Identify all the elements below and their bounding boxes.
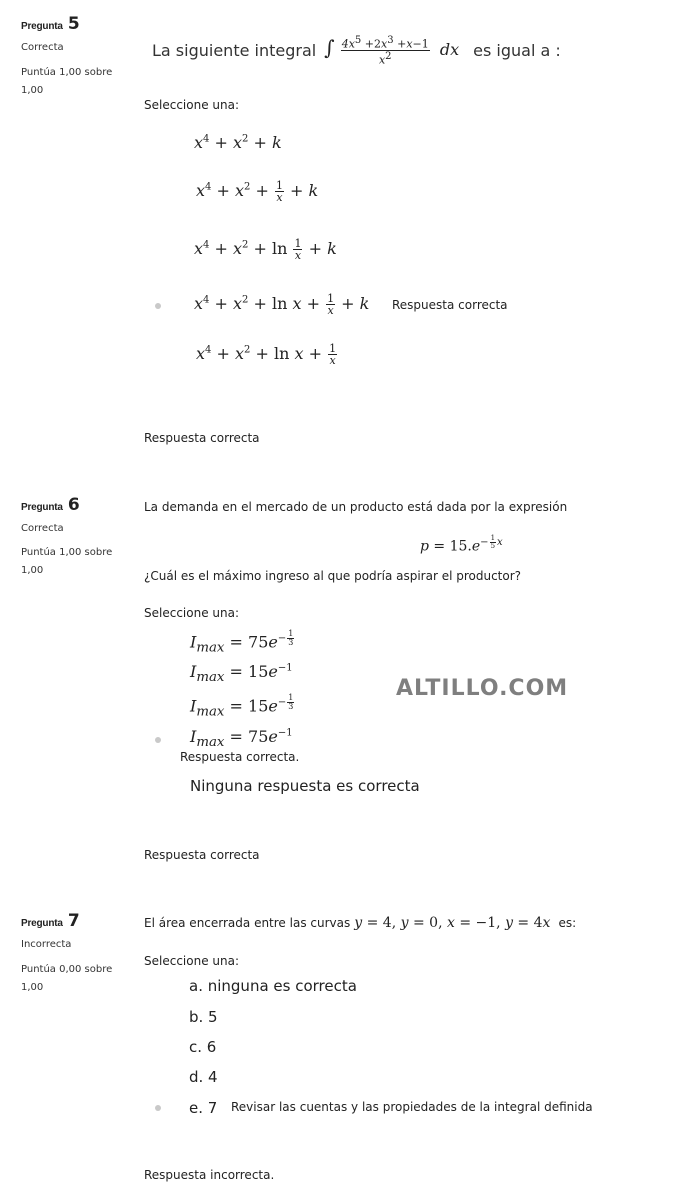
selected-radio[interactable] bbox=[155, 1105, 161, 1111]
answer-option[interactable]: Ninguna respuesta es correcta bbox=[190, 777, 420, 795]
select-label: Seleccione una: bbox=[144, 98, 239, 112]
answer-option[interactable]: $x^4 + x^2 + \ln$ $\frac{1}{x}$ + k bbox=[194, 237, 337, 262]
question-status: Correcta bbox=[21, 42, 64, 53]
final-feedback: Respuesta incorrecta. bbox=[144, 1168, 275, 1182]
select-label: Seleccione una: bbox=[144, 954, 239, 968]
selected-radio[interactable] bbox=[155, 737, 161, 743]
demand-formula: $p = 15.e^{- \frac{1}{5} x}$ bbox=[420, 534, 503, 555]
option-feedback: Respuesta correcta bbox=[392, 298, 508, 312]
question-number-value: 5 bbox=[67, 14, 80, 34]
answer-option-d[interactable]: d. 4 bbox=[189, 1068, 218, 1086]
question-score-max: 1,00 bbox=[21, 85, 44, 96]
question-7 bbox=[0, 905, 700, 1191]
question-status: Correcta bbox=[21, 523, 64, 534]
select-label: Seleccione una: bbox=[144, 606, 239, 620]
final-feedback: Respuesta correcta bbox=[144, 848, 260, 862]
question-number bbox=[21, 14, 80, 34]
option-feedback: Revisar las cuentas y las propiedades de la integral definida bbox=[231, 1100, 593, 1114]
prompt-text-end: es: bbox=[558, 916, 577, 930]
selected-radio[interactable] bbox=[155, 303, 161, 309]
question-score-max: 1,00 bbox=[21, 565, 44, 576]
answer-option-selected[interactable]: $I_{max} = 75e^{-1}$ bbox=[190, 727, 293, 751]
answer-option-a[interactable]: a. ninguna es correcta bbox=[189, 977, 357, 995]
question-score: Puntúa 0,00 sobre bbox=[21, 964, 113, 975]
curves-expression: y = 4, y = 0, x = −1, y = 4x bbox=[354, 915, 551, 931]
final-feedback: Respuesta correcta bbox=[144, 431, 260, 445]
answer-option-c[interactable]: c. 6 bbox=[189, 1038, 217, 1056]
question-text: ¿Cuál es el máximo ingreso al que podría aspirar el productor? bbox=[144, 569, 522, 583]
answer-option[interactable]: $I_{max} = 15e^{- \frac{1}{3}}$ bbox=[190, 693, 294, 720]
question-6 bbox=[0, 490, 700, 880]
question-score: Puntúa 1,00 sobre bbox=[21, 67, 113, 78]
watermark: ALTILLO.COM bbox=[396, 676, 569, 701]
option-feedback: Respuesta correcta. bbox=[180, 750, 300, 764]
question-prompt bbox=[144, 915, 576, 931]
integral-expression: ∫ $\frac{4x^5 +2x^3 +x-1}{x^2}$ dx bbox=[324, 34, 460, 67]
question-5 bbox=[0, 0, 700, 470]
question-prompt bbox=[152, 32, 561, 68]
question-number-value: 6 bbox=[67, 495, 80, 515]
question-score-max: 1,00 bbox=[21, 982, 44, 993]
prompt-text: El área encerrada entre las curvas bbox=[144, 916, 351, 930]
question-number bbox=[21, 495, 80, 515]
answer-option[interactable]: $x^4 + x^2 + k$ bbox=[194, 133, 282, 152]
question-number-value: 7 bbox=[67, 911, 80, 931]
answer-option-selected[interactable]: $x^4 + x^2 + \ln x$ + $\frac{1}{x}$ + k bbox=[194, 292, 370, 317]
question-label: Pregunta bbox=[21, 21, 63, 32]
question-label: Pregunta bbox=[21, 918, 63, 929]
answer-option[interactable]: $x^4 + x^2 + \ln x$ + $\frac{1}{x}$ bbox=[196, 342, 337, 367]
answer-option-b[interactable]: b. 5 bbox=[189, 1008, 218, 1026]
question-status: Incorrecta bbox=[21, 939, 72, 950]
answer-option[interactable]: $I_{max} = 75e^{- \frac{1}{3}}$ bbox=[190, 629, 294, 656]
question-number bbox=[21, 911, 80, 931]
question-score: Puntúa 1,00 sobre bbox=[21, 547, 113, 558]
prompt-text: La siguiente integral bbox=[152, 40, 317, 60]
answer-option-e[interactable]: e. 7 bbox=[189, 1099, 218, 1117]
answer-option[interactable]: $x^4 + x^2$ + $\frac{1}{x}$ + k bbox=[196, 179, 319, 204]
question-prompt: La demanda en el mercado de un producto está dada por la expresión bbox=[144, 500, 568, 514]
answer-option[interactable]: $I_{max} = 15e^{-1}$ bbox=[190, 662, 293, 686]
prompt-text-end: es igual a : bbox=[473, 40, 561, 60]
question-label: Pregunta bbox=[21, 502, 63, 513]
